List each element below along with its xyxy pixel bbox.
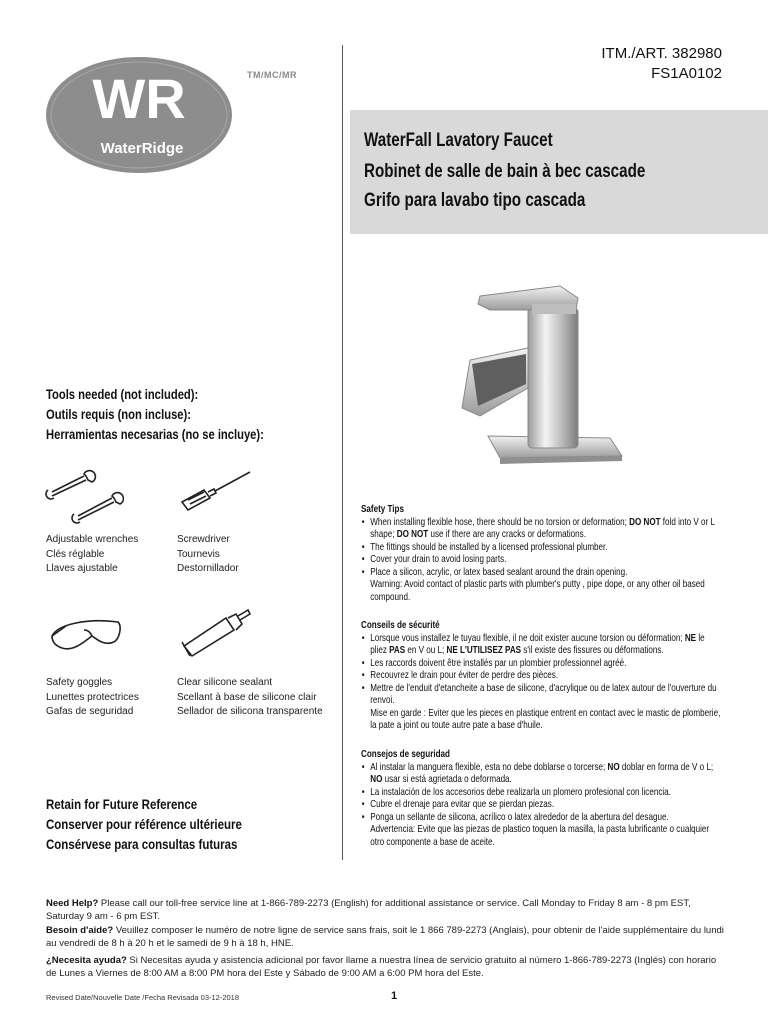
emphasis: NO [370, 773, 383, 785]
trademark-label: TM/MC/MR [247, 70, 297, 80]
column-divider [342, 45, 343, 860]
tool-caption-screwdriver [177, 533, 239, 577]
tool-label-en: Clear silicone sealant [177, 677, 273, 688]
waterridge-logo [44, 55, 234, 175]
tool-label-fr: Tournevis [177, 548, 220, 560]
title-band [350, 110, 768, 234]
safety-tips-fr [361, 619, 723, 732]
list-item: • Recouvrez le drain pour éviter de perdre des pièces. [370, 669, 723, 682]
wrench-icon [44, 466, 124, 531]
tool-label-en: Adjustable wrenches [46, 534, 139, 545]
item-number-line1: ITM./ART. 382980 [601, 45, 722, 62]
tool-label-fr: Lunettes protectrices [46, 691, 139, 703]
list-item: • The fittings should be installed by a licensed professional plumber. [370, 541, 723, 554]
title-en: WaterFall Lavatory Faucet [364, 130, 553, 151]
safety-heading-en: Safety Tips [361, 503, 404, 515]
tool-label-es: Gafas de seguridad [46, 706, 134, 717]
text: • Mettre de l'enduit d'etancheite a base de silicone, d'acrylique ou de latex autour de l'ouverture du renvoi. [370, 681, 717, 706]
faucet-product-image [440, 268, 640, 488]
help-en [46, 898, 726, 923]
sealant-tube-icon [178, 602, 258, 663]
screwdriver-icon [176, 464, 256, 519]
safety-tips-en [361, 503, 723, 603]
revised-date: Revised Date/Nouvelle Date /Fecha Revisada 03-12-2018 [46, 993, 240, 1002]
list-item: • Cover your drain to avoid losing parts. [370, 553, 723, 566]
warning-text: Advertencia: Evite que las piezas de plastico toquen la masilla, la pasta lubrificante o cualquier otro componente a base de aceite. [370, 823, 710, 848]
list-item: • La instalación de los accesorios debe realizarla un plomero profesional con licencia. [370, 786, 723, 799]
list-item [370, 516, 723, 541]
svg-text:WR: WR [92, 67, 186, 130]
tool-label-es: Llaves ajustable [46, 563, 118, 574]
goggles-icon [48, 606, 128, 661]
tools-heading-en: Tools needed (not included): [46, 386, 199, 402]
help-text: Veuillez composer le numéro de notre ligne de service sans frais, soit le 1 866 789-2273 (Anglais), pour obtenir de l'aide supplémentaire du lundi au vendredi de 8 h à 20 h et le samedi de 9 h à 18 h, HNE. [46, 925, 724, 949]
retain-fr: Conserver pour référence ultérieure [46, 816, 242, 832]
list-item [370, 682, 723, 732]
list-item [370, 632, 723, 657]
safety-tips-es [361, 748, 723, 848]
help-label: Need Help? [46, 898, 99, 909]
tool-label-en: Screwdriver [177, 534, 230, 545]
tool-label-es: Sellador de silicona transparente [177, 706, 323, 717]
help-text: Si Necesitas ayuda y asistencia adicional por favor llame a nuestra línea de servicio gratuito al número 1-866-789-2273 (Inglés) con horario de Lunes a Viernes de 8:00 AM a 8:00 PM hora del Este y Sábado de 9:00 AM a 6:00 PM hora del Este. [46, 955, 717, 979]
safety-heading-fr: Conseils de sécurité [361, 619, 440, 631]
help-label: Besoin d'aide? [46, 925, 114, 936]
text: Al instalar la manguera flexible, esta no debe doblarse o torcerse; [370, 760, 608, 773]
tool-label-fr: Scellant à base de silicone clair [177, 691, 317, 703]
text: s'il existe des fissures ou déformations. [521, 644, 664, 656]
list-item [370, 761, 723, 786]
retain-es: Consérvese para consultas futuras [46, 836, 238, 852]
retain-en: Retain for Future Reference [46, 796, 198, 812]
item-number-line2: FS1A0102 [651, 65, 722, 82]
text: en V ou L; [405, 644, 447, 656]
tools-heading-fr: Outils requis (non incluse): [46, 406, 191, 422]
list-item: • Cubre el drenaje para evitar que se pierdan piezas. [370, 798, 723, 811]
emphasis: DO NOT [396, 528, 429, 540]
help-fr [46, 925, 726, 950]
tool-label-fr: Clés réglable [46, 548, 105, 560]
svg-text:WaterRidge: WaterRidge [100, 140, 184, 157]
emphasis: NE L'UTILISEZ PAS [446, 644, 522, 656]
list-item [370, 566, 723, 604]
item-number [601, 44, 722, 84]
title-fr: Robinet de salle de bain à bec cascade [364, 161, 646, 182]
page-number: 1 [391, 990, 398, 1002]
tool-caption-goggles [46, 676, 139, 720]
text: le pliez [370, 631, 705, 656]
list-item: • Les raccords doivent être installés par un plombier professionnel agréé. [370, 657, 723, 670]
tool-label-es: Destornillador [177, 563, 239, 574]
text: • Place a silicon, acrylic, or latex based sealant around the drain opening. [370, 565, 628, 578]
tool-caption-wrench [46, 533, 138, 577]
text: When installing flexible hose, there should be no torsion or deformation; [370, 515, 630, 528]
emphasis: DO NOT [629, 515, 661, 528]
help-es [46, 955, 726, 980]
text: usar si está agrietada o deformada. [382, 773, 512, 785]
tool-label-en: Safety goggles [46, 677, 113, 688]
text: Lorsque vous installez le tuyau flexible, il ne doit exister aucune torsion ou déformation; [370, 631, 685, 644]
help-text: Please call our toll-free service line at 1-866-789-2273 (English) for additional assistance or service. Call Monday to Friday 8 am - 8 pm EST, Saturday 9 am - 6 pm EST. [46, 898, 691, 922]
title-es: Grifo para lavabo tipo cascada [364, 190, 586, 211]
safety-heading-es: Consejos de seguridad [361, 748, 450, 760]
help-label: ¿Necesita ayuda? [46, 955, 127, 966]
tools-heading-es: Herramientas necesarias (no se incluye): [46, 426, 264, 442]
warning-text: Mise en garde : Eviter que les pieces en plastique entrent en contact avec le mastic de plomberie, la pate a joint ou toute autre pate a base d'huile. [370, 706, 721, 731]
emphasis: NE [684, 631, 697, 644]
text: doblar en forma de V o L; [619, 760, 714, 773]
text: • Ponga un sellante de silicona, acrílico o latex alrededor de la abertura del desague. [370, 810, 669, 823]
text: fold into V or L shape; [370, 515, 715, 540]
emphasis: NO [607, 760, 620, 773]
emphasis: PAS [389, 644, 406, 656]
list-item [370, 811, 723, 849]
warning-text: Warning: Avoid contact of plastic parts with plumber's putty , pipe dope, or any other oil based compound. [370, 578, 705, 603]
text: use if there are any cracks or deformations. [428, 528, 586, 540]
tool-caption-sealant [177, 676, 323, 720]
